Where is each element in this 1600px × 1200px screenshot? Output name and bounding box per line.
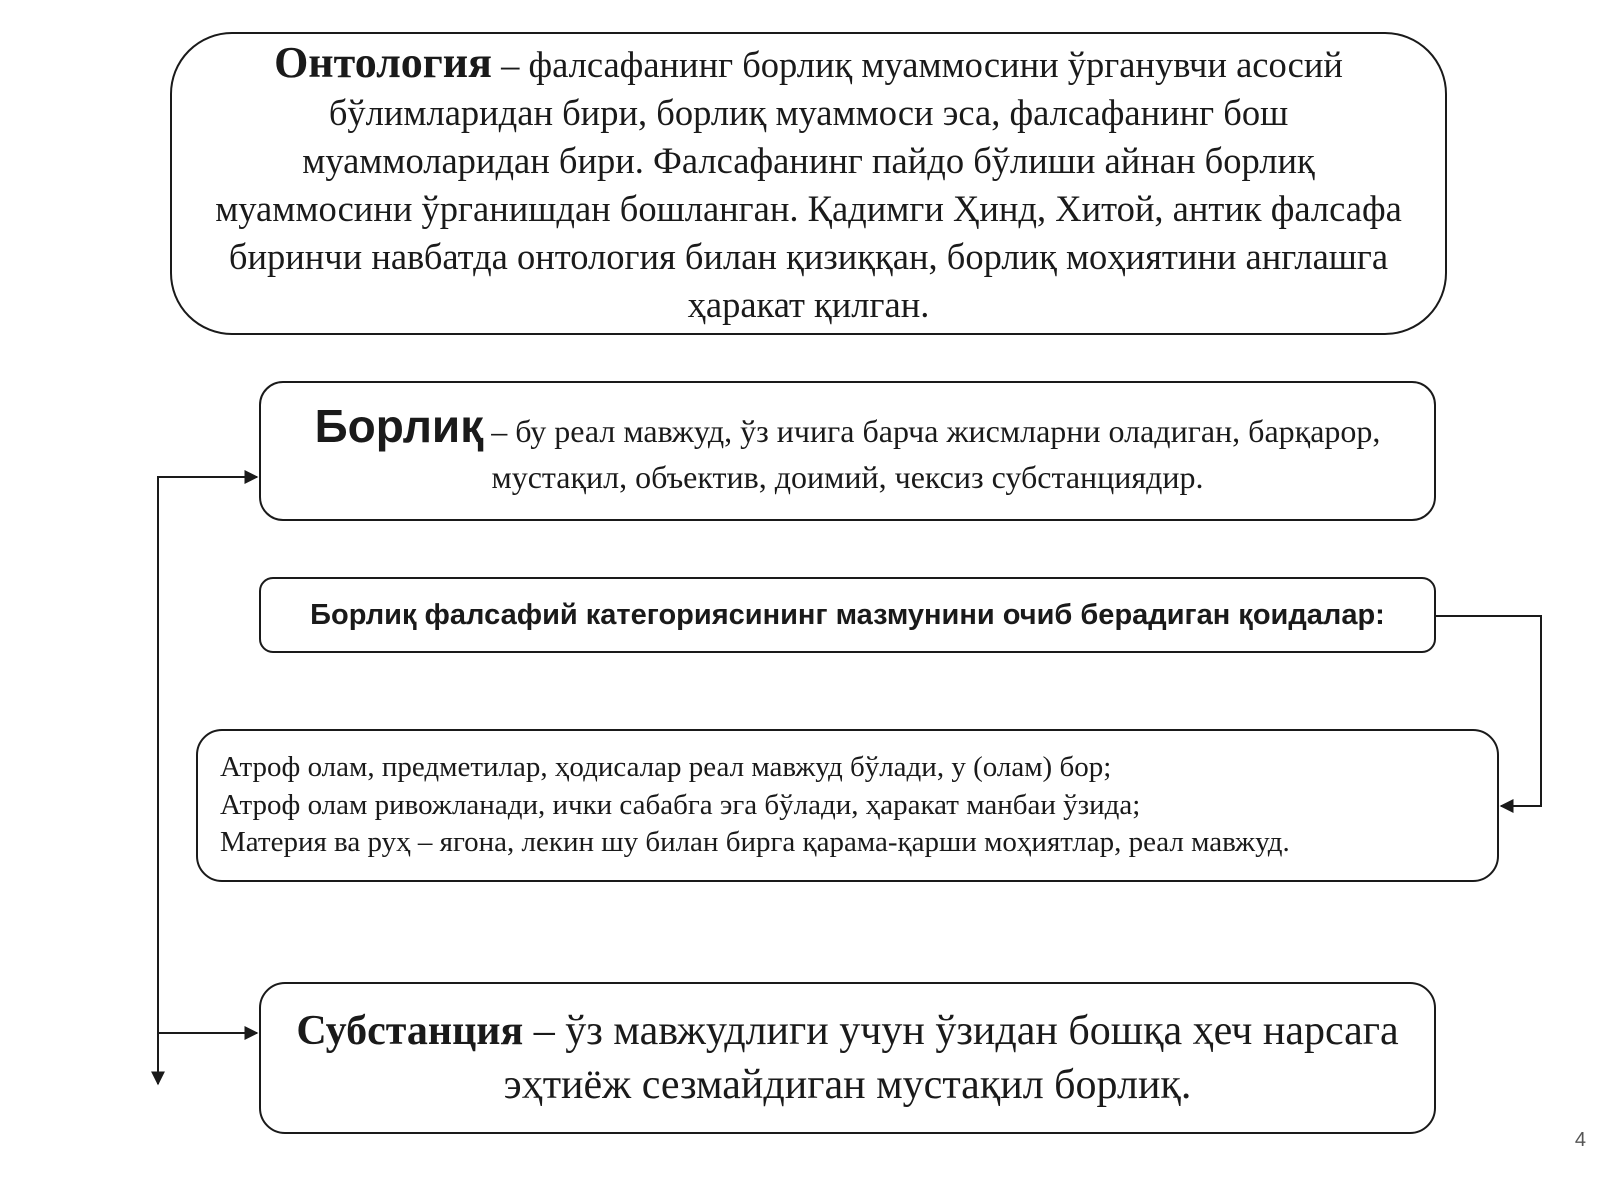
borlik-box (259, 381, 1436, 521)
rules-box (196, 729, 1499, 882)
rule-item: Материя ва руҳ – ягона, лекин шу билан бирга қарама-қарши моҳиятлар, реал мавжуд. (220, 826, 1290, 859)
rules-heading-text: Борлиқ фалсафий категориясининг мазмунини очиб берадиган қоидалар: (310, 598, 1385, 631)
rules-heading-box (259, 577, 1436, 653)
substance-box (259, 982, 1436, 1134)
substance-definition-line1: – ўз мавжудлиги учун ўзидан бошқа ҳеч нарсага (523, 1008, 1399, 1054)
substance-definition-line2: эҳтиёж сезмайдиган мустақил борлиқ. (503, 1062, 1192, 1108)
ontology-definition: – фалсафанинг борлиқ муаммосини ўрганувчи асосий бўлимларидан бири, борлиқ муаммоси эса, фалсафанинг бош муаммоларидан бири. Фалсафанинг пайдо бўлиши айнан борлиқ муаммосини ўрганишдан бошланган. Қадимги Ҳинд, Хитой, антик фалсафа биринчи навбатда онтология билан қизиққан, борлиқ моҳиятини англашга ҳаракат қилган. (215, 43, 1402, 325)
rules-list (220, 749, 1290, 862)
page-number: 4 (1574, 1129, 1586, 1151)
ontology-text (212, 39, 1405, 329)
ontology-term: Онтология (274, 37, 492, 87)
ontology-box (170, 32, 1447, 335)
borlik-definition: – бу реал мавжуд, ўз ичига барча жисмларни оладиган, барқарор, мустақил, объектив, доимий, чексиз субстанциядир. (483, 412, 1381, 495)
substance-text (296, 1004, 1398, 1112)
borlik-term: Борлиқ (314, 399, 484, 452)
rule-item: Атроф олам, предметилар, ҳодисалар реал мавжуд бўлади, у (олам) бор; (220, 751, 1112, 784)
substance-term: Субстанция (296, 1008, 524, 1054)
rule-item: Атроф олам ривожланади, ички сабабга эга бўлади, ҳаракат манбаи ўзида; (220, 788, 1141, 821)
borlik-text (281, 399, 1414, 500)
